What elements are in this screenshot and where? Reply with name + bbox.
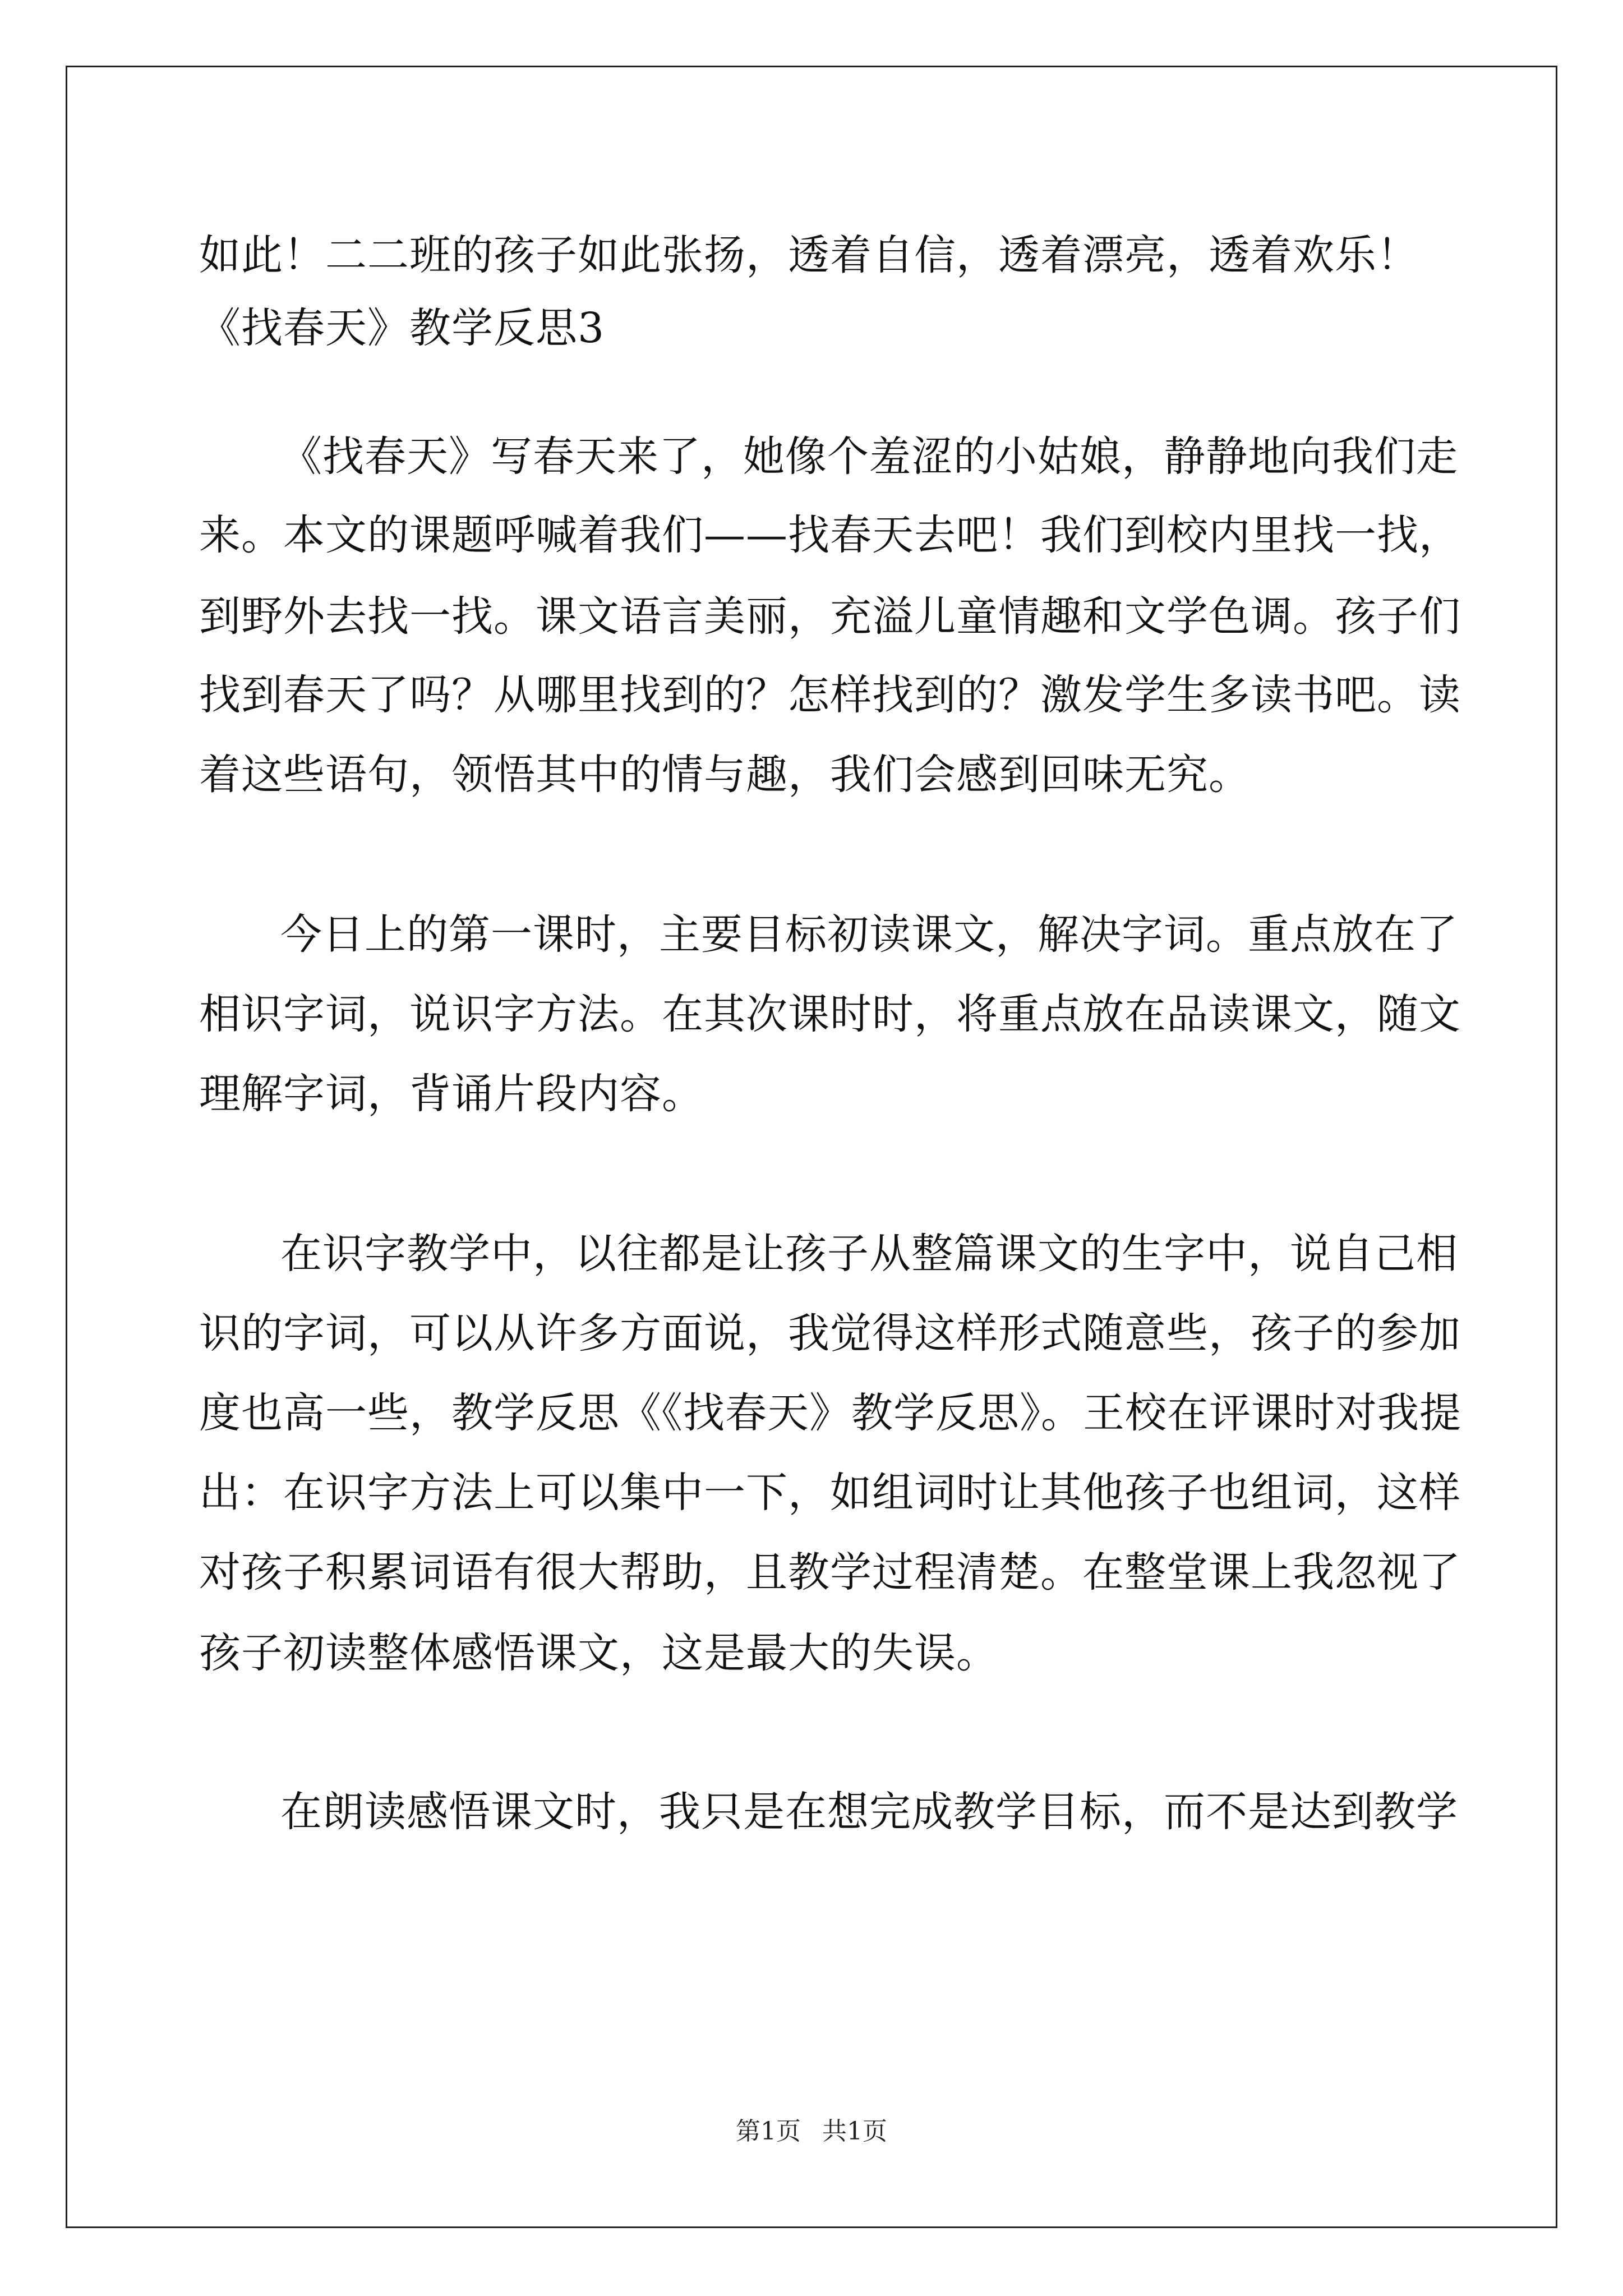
text-line: 识的字词，可以从许多方面说，我觉得这样形式随意些，孩子的参加	[199, 1309, 1461, 1358]
text-line: 着这些语句，领悟其中的情与趣，我们会感到回味无究。	[199, 751, 1251, 799]
page-number: 第1页	[736, 2117, 801, 2146]
text-line: 出：在识字方法上可以集中一下，如组词时让其他孩子也组词，这样	[199, 1469, 1461, 1517]
text-line: 理解字词，背诵片段内容。	[199, 1070, 704, 1118]
page-footer	[0, 2115, 1623, 2148]
text-line: 度也高一些，教学反思《《找春天》教学反思》。王校在评课时对我提	[199, 1389, 1461, 1437]
text-line: 来。本文的课题呼喊着我们——找春天去吧！我们到校内里找一找，	[199, 511, 1461, 559]
text-line: 孩子初读整体感悟课文，这是最大的失误。	[199, 1629, 998, 1677]
text-line: 相识字词，说识字方法。在其次课时时，将重点放在品读课文，随文	[199, 990, 1461, 1038]
text-line: 找到春天了吗？从哪里找到的？怎样找到的？激发学生多读书吧。读	[199, 671, 1461, 719]
text-line: 到野外去找一找。课文语言美丽，充溢儿童情趣和文学色调。孩子们	[199, 592, 1461, 641]
text-line: 在朗读感悟课文时，我只是在想完成教学目标，而不是达到教学	[280, 1788, 1458, 1836]
text-line: 对孩子积累词语有很大帮助，且教学过程清楚。在整堂课上我忽视了	[199, 1548, 1461, 1596]
section-heading: 《找春天》教学反思3	[199, 304, 605, 352]
page-border	[66, 66, 1557, 2228]
text-line: 今日上的第一课时，主要目标初读课文，解决字词。重点放在了	[280, 910, 1458, 959]
text-line: 在识字教学中，以往都是让孩子从整篇课文的生字中，说自己相	[280, 1230, 1458, 1278]
page-total: 共1页	[822, 2117, 887, 2146]
text-line: 如此！二二班的孩子如此张扬，透着自信，透着漂亮，透着欢乐！	[199, 231, 1419, 279]
text-line: 《找春天》写春天来了，她像个羞涩的小姑娘，静静地向我们走	[280, 432, 1458, 481]
